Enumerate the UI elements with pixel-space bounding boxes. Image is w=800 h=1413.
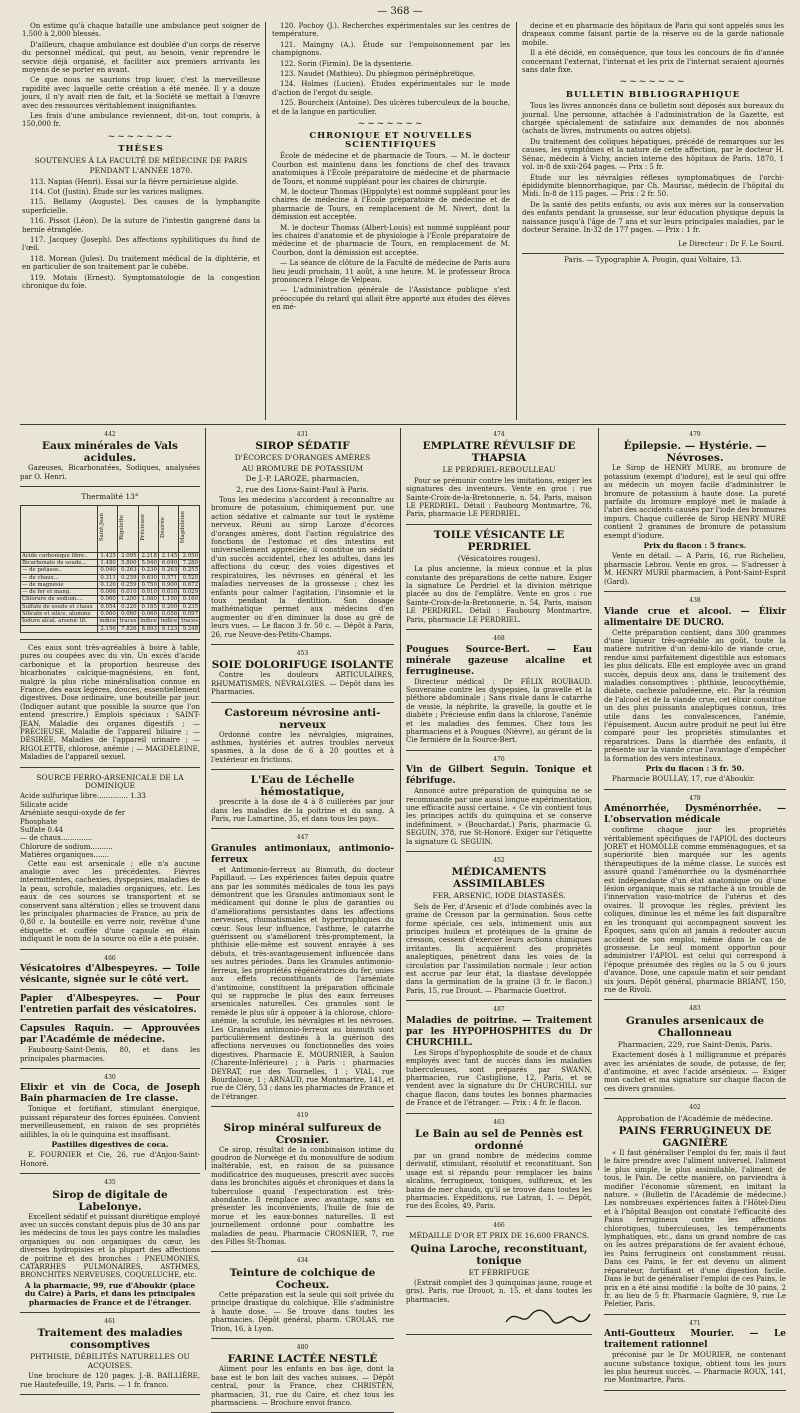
- ad-number: 435: [104, 1179, 116, 1187]
- ad-headline: Le Bain au sel de Pennès est ordonné: [415, 1127, 583, 1152]
- ad-number: 476: [493, 755, 505, 763]
- news-paragraph: École de médecine et de pharmacie de Tours. — M. le docteur Courbon est maintenu dans les fonctions de chef des travaux anatomiques à l'École préparatoire de médecine et de pharmacie de Tours, et nommé suppléant pour les chaires de chirurgie.: [272, 152, 510, 186]
- advertisement: [211, 1109, 394, 1252]
- table-cell: 0.060: [97, 611, 117, 618]
- table-row: [21, 603, 200, 610]
- advertisement: [20, 1022, 200, 1069]
- ad-number: 430: [104, 1073, 116, 1081]
- section-title: CHRONIQUE ET NOUVELLES SCIENTIFIQUES: [309, 131, 473, 150]
- table-cell: 0.185: [138, 603, 158, 610]
- ad-headline: Pougues Source-Bert. — Eau minérale gazeuse alcaline et ferrugineuse.: [406, 644, 592, 677]
- advertisement: [20, 770, 200, 950]
- ad-body: Contre les douleurs ARTICULAIRES, RHUMATISMES, NÉVRALGIES. — Dépôt dans les Pharmacies.: [211, 671, 394, 697]
- row-label: Iodure alcal. arsenic lit.: [21, 618, 98, 625]
- ad-number: 434: [296, 1257, 309, 1265]
- row-label: Bicarbonate de soude...: [21, 559, 98, 566]
- ad-body: Directeur médical : Dr FÉLIX ROUBAUD. Souveraine contre les dyspepsies, la gravelle et la pléthore abdominale ; Sans rivale dans le catarrhe de vessie, la néphrite, la gravelle, la goutte et le diabète ; Précieuse enfin dans la chlorose, l'anémie et les maladies des femmes. Chez tous les pharmaciens et à Pougues (Nièvre), au gérant de la Cie fermière de la Source-Bert.: [406, 677, 592, 745]
- section-divider: [20, 424, 786, 425]
- ad-number: 466: [104, 954, 116, 962]
- bibliography-intro: Tous les livres annoncés dans ce bulletin sont déposés aux bureaux du journal. Une personne, attachée à l'administration de la Gazette, est chargée spécialement de satisfaire aux demandes de nos abonnés (achats de livres, instruments ou autres objets).: [522, 102, 784, 136]
- ad-number: 402: [689, 1104, 701, 1112]
- table-cell: 2.156: [97, 625, 117, 632]
- advertisement: [20, 1071, 200, 1174]
- advertisement-column-4: [604, 428, 786, 1385]
- ad-subheading: AU BROMURE DE POTASSIUM: [241, 463, 364, 473]
- table-row: [21, 596, 200, 603]
- ad-headline: Teinture de colchique de Cocheux.: [229, 1266, 376, 1291]
- ad-headline: L'Eau de Léchelle hémostatique,: [250, 774, 355, 799]
- ad-number: 466: [493, 1221, 505, 1229]
- thesis-entry: 124. Holmes (Lucien). Études expérimentales sur le mode d'action de l'ergot du seigle.: [272, 80, 510, 97]
- ad-subheading: 2, rue des Lions-Saint-Paul à Paris.: [236, 484, 369, 494]
- table-row: [21, 574, 200, 581]
- column-header: [158, 505, 178, 552]
- row-label: Chlorure de sodium....: [21, 596, 98, 603]
- news-paragraph: Il a été décidé, en conséquence, que tous les concours de fin d'année concernant l'externat, l'internat et les prix de l'internat seraient ajournés sans date fixe.: [522, 49, 784, 75]
- ad-tagline: MÉDAILLE D'OR ET PRIX DE 16,600 FRANCS.: [408, 1231, 590, 1241]
- ad-body: Sels de Fer, d'Arsenic et d'Iode combinés avec la graine de Cresson par la germination. Sous cette forme spéciale, ces sels, intimement unis aux principes huileux et protéiques de la graine de cresson, cessent d'exercer leurs actions chimiques irritantes. Ils acquièrent des propriétés analeptiques, pénètrent dans les voies de la circulation par l'assimilation normale ; leur action est accrue par leur état, la diastase développée dans la germination de la graine (3 fr. le flacon.) Paris, 15, rue Drouot. — Pharmacie Guettrot.: [406, 902, 592, 995]
- advertisement: [20, 992, 200, 1020]
- ad-headline: Aménorrhée, Dysménorrhée. — L'observation médicale: [604, 804, 786, 826]
- director-signature: Le Directeur : Dr F. Le Sourd.: [678, 240, 784, 249]
- column-header: [138, 505, 158, 552]
- advertisement: [211, 428, 394, 645]
- ad-body: Faubourg-Saint-Denis, 80, et dans les principales pharmacies.: [20, 1046, 200, 1063]
- article-paragraph: On estime qu'à chaque bataille une ambulance peut soigner de 1,500 à 2,000 blessés.: [22, 22, 260, 39]
- table-cell: 8.893: [138, 625, 158, 632]
- table-cell: 0.060: [138, 611, 158, 618]
- ad-number: 471: [689, 1319, 701, 1327]
- table-cell: 0.672: [179, 581, 200, 588]
- column-rule: [516, 22, 517, 420]
- ad-subheading: SOURCE FERRO-ARSENICALE DE LA DOMINIQUE: [36, 772, 184, 790]
- table-cell: 0.750: [138, 581, 158, 588]
- table-cell: 0.010: [158, 589, 178, 596]
- ad-headline: Quina Laroche, reconstituant, tonique: [410, 1242, 588, 1267]
- table-row: [21, 559, 200, 566]
- ad-headline: Maladies de poitrine. — Traitement par les HYPOPHOSPHITES du Dr CHURCHILL.: [406, 1015, 592, 1048]
- row-label: Silicate et silice, alumine: [21, 611, 98, 618]
- table-cell: 1.100: [158, 596, 178, 603]
- thesis-entry: 116. Pissot (Léon). De la suture de l'intestin gangrené dans la hernie étranglée.: [22, 217, 260, 234]
- table-cell: 1.080: [138, 596, 158, 603]
- ad-body: (Extrait complet des 3 quinquinas jaune, rouge et gris). Paris, rue Drouot, n. 15, et dans toutes les pharmacies.: [406, 1279, 592, 1304]
- advertisement: [604, 1317, 786, 1391]
- ad-body: et Antimonio-ferreux au Bismuth, du docteur Papillaud. — Les expériences faites depuis quatre ans par les sommités médicales de tous les pays démontrent que les Granules antimoniaux sont le médicament qui donne le plus de garanties ou d'améliorations persistantes dans les affections nerveuses, rhumatismales et hypertrophiques du cœur. Sous leur influence, l'asthme, le catarrhe guérissent ou s'améliorent très-promptement, la phthisie elle-même est souvent enrayée à ses débuts, et très-avantageusement influencée dans ses autres périodes. Dans les Granules antimonio-ferreux, les propriétés régénératrices du fer, unies aux effets reconstituants de l'arséniate d'antimoine, constituent la préparation officinale qui se rapproche le plus des eaux ferreuses arsenicales naturelles. Ces granules sont le remède le plus sûr à opposer à la chlorose, chloro-anémie, la scrofule, les névralgies et les névroses. Les Granules antimonio-ferreux au bismuth sont particulièrement destinés à la guérison des affections nerveuses ou fonctionnelles des voies digestives. Pharmacie E. MOURNIER, à Saulon (Charente-Inférieure) ; à Paris : pharmacies DEYRAT, rue des Tournelles, 1 ; VIAL, rue Bourdaloue, 1 ; ARNAUD, rue Montmartre, 141, et rue de Cléry, 53 ; dans les pharmacies de France et de l'étranger.: [211, 865, 394, 1101]
- column-rule: [400, 428, 401, 1170]
- advertisement-column-1: [20, 428, 200, 1389]
- advertisement: [406, 753, 592, 852]
- ad-number: 452: [493, 857, 505, 864]
- table-cell: traces: [117, 618, 138, 625]
- ad-body: Aliment pour les enfants en bas âge, dont la base est le bon lait des vaches suisses. — Dépôt central, pour la France, chez CHRISTEN, pharmacien, 31, rue du Caire, et chez tous les pharmaciens. — Brochure envoi franco.: [211, 1365, 394, 1407]
- advertisement: [20, 489, 200, 640]
- ad-headline: Castoreum névrosine anti-nerveux: [224, 706, 381, 731]
- advertisement: [406, 854, 592, 1001]
- ad-body: Cette eau est arsenicale ; elle n'a aucune analogie avec les précédentes. Fièvres intermittentes, cachexies, dyspepsies, maladies de la peau, scrofule, maladies organiques, etc. Les eaux de ces sources se transportent et se conservent sans altération ; elles se trouvent dans les principales pharmacies de France, au prix de 0,80 c. la bouteille en verre noir, revêtue d'une étiquette et coiffée d'une capsule en étain indiquant le nom de la source où elle a été puisée.: [20, 859, 200, 944]
- table-row: [21, 581, 200, 588]
- table-cell: 0.235: [179, 603, 200, 610]
- analysis-line: Silicate acide: [20, 800, 68, 809]
- ad-subheading: D'ÉCORCES D'ORANGES AMÈRES: [234, 453, 371, 463]
- thesis-entry: 121. Maingny (A.). Étude sur l'empoisonnement par les champignons.: [272, 40, 510, 58]
- thesis-entry: 120. Pochoy (J.). Recherches expérimentales sur les centres de température.: [272, 22, 510, 39]
- row-label: — de chaux...: [21, 574, 98, 581]
- advertisement: [604, 594, 786, 790]
- ad-number: 468: [493, 635, 505, 643]
- table-cell: 9.123: [158, 625, 178, 632]
- column-header-label: Saint-Jean: [98, 513, 105, 542]
- table-cell: 0.010: [117, 589, 138, 596]
- article-paragraph: D'ailleurs, chaque ambulance est doublée d'un corps de réserve du personnel médical, qui peut, au besoin, venir reprendre le service déjà organisé, et faciliter aux premiers arrivants les moyens de se porter en avant.: [22, 40, 260, 75]
- ad-price: A la pharmacie, 99, rue d'Aboukir (place du Caire) à Paris, et dans les principales pharmacies de France et de l'étranger.: [24, 1280, 196, 1307]
- table-cell: 1.425: [97, 552, 117, 559]
- table-cell: 7.826: [117, 625, 138, 632]
- editorial-column-2: [272, 22, 510, 420]
- ad-body: Excellent sédatif et puissant diurétique employé avec un succès constant depuis plus de 30 ans par les médecins de tous les pays contre les maladies organiques ou non organiques du cœur, les diverses hydropisies et la plupart des affections de poitrine et des bronches : PNEUMONIES, CATARRHES PULMONAIRES, ASTHMES, BRONCHITES NERVEUSES, COQUELUCHE, etc.: [20, 1212, 200, 1280]
- advertisement: [20, 1176, 200, 1313]
- totals-row: [21, 625, 200, 632]
- ad-headline: EMPLATRE RÉVULSIF DE THAPSIA: [422, 440, 576, 465]
- column-header-label: Désirée: [159, 516, 166, 538]
- ad-number: 461: [104, 1318, 116, 1326]
- ad-headline: Anti-Goutteux Mourier. — Le traitement rationnel: [604, 1329, 786, 1351]
- page-number: — 368 —: [377, 6, 423, 17]
- ad-body: Le Sirop de HENRY MURE, au bromure de potassium (exempt d'iodure), est le seul qui offre au médecin un moyen facile d'administrer le bromure de potassium à haute dose. La pureté parfaite du bromure employé met le malade à l'abri des accidents causés par l'iode des bromures impurs. Chaque cuillerée de Sirop HENRY MURE contient 2 grammes de bromure de potassium exempt d'iodure.: [604, 464, 786, 540]
- ad-headline: Papier d'Albespeyres. — Pour l'entretien parfait des vésicatoires.: [20, 994, 200, 1016]
- ad-body: Gazeuses, Bicarbonatées, Sodiques, analysées par O. Henri.: [20, 464, 200, 481]
- table-cell: 6.040: [158, 559, 178, 566]
- table-cell: 0.259: [117, 574, 138, 581]
- ad-body: Une brochure de 120 pages. J.-B. BAILLIÈRE, rue Hautefeuille, 19, Paris. — 1 fr. franco.: [20, 1372, 200, 1389]
- ad-number: 442: [104, 431, 116, 438]
- ad-subheading: (Vésicatoires rouges).: [457, 553, 541, 563]
- table-cell: 0.097: [179, 611, 200, 618]
- thesis-entry: 119. Motais (Ernest). Symptomatologie de la congestion chronique du foie.: [22, 273, 260, 290]
- table-cell: 0.259: [117, 581, 138, 588]
- ad-price: Pastilles digestives de coca.: [51, 1139, 169, 1149]
- ad-body: confirme chaque jour les propriétés véritablement spécifiques de l'APIOL des docteurs JORET et HOMOLLE comme emménagogues, et sa supériorité bien marquée sur les agents thérapeutiques de la même classe. Le succès est assuré quand l'aménorrhée ou la dysménorrhée est indépendante d'un état anatomique ou d'une lésion organique, mais se rattache à un trouble de l'innervation vaso-motrice de l'utérus et des ovaires. Il provoque les règles, prévient les coliques, diminue les et même les fait disparaître en les tronquant qui accompagnent souvent les Époques, sans qu'on ait jamais à redouter aucun accident de son emploi, même dans le cas de grossesse. Le seul moment opportun pour administrer l'APIOL est celui qui correspond à l'époque présumée des règles ou la 5 ou 6 jours d'avance. Dose, une capsule matin et soir pendant six jours. Dépôt général, pharmacie BRIANT, 150, rue de Rivoli.: [604, 826, 786, 994]
- advertisement: [406, 632, 592, 751]
- table-cell: indice: [138, 618, 158, 625]
- table-row: [21, 589, 200, 596]
- table-cell: traces: [179, 618, 200, 625]
- table-cell: 0.200: [158, 603, 178, 610]
- table-cell: 0.520: [179, 574, 200, 581]
- ad-number: 478: [689, 794, 701, 802]
- ad-headline: Granules arsenicaux de Challonneau: [625, 1014, 765, 1039]
- table-cell: indice: [158, 618, 178, 625]
- ad-number: 419: [296, 1112, 309, 1120]
- ad-headline: Elixir et vin de Coca, de Joseph Bain pharmacien de 1re classe.: [20, 1083, 200, 1105]
- row-label: — de fer et mang.: [21, 589, 98, 596]
- table-header-row: [21, 505, 200, 552]
- ad-body: Tous les médecins s'accordent à reconnaître au bromure de potassium, chimiquement pur, une action sédative et calmante sur tout le système nerveux. Réuni au sirop Laroze d'écorces d'oranges amères, dont l'action régulatrice des fonctions de l'estomac et des intestins est universellement appréciée, il constitue un sédatif d'un succès accidentel, chez les adultes, dans les affections du cœur, des voies digestives et respiratoires, les névroses en général et les maladies nerveuses de la grossesse ; chez les enfants pour calmer l'agitation, l'insomnie et la toux pendant la dentition. Son dosage mathématique permet aux médecins d'en augmenter ou d'en diminuer la dose au gré de leurs vues. — Le flacon 3 fr. 50 c. — Dépôt à Paris, 26, rue Neuve-des-Petits-Champs.: [211, 496, 394, 639]
- ad-subheading: PHTHISIE, DÉBILITÉS NATURELLES OU ACQUISES.: [30, 1352, 190, 1370]
- ad-price: Prix du flacon : 3 fr. 50.: [645, 764, 745, 773]
- table-cell: 2.218: [138, 552, 158, 559]
- table-cell: 0.263: [158, 567, 178, 574]
- ad-headline: Sirop minéral sulfureux de Crosnier.: [223, 1121, 382, 1146]
- row-label: [21, 625, 98, 632]
- ad-body: Annoncé autre préparation de quinquina ne se recommande par une aussi longue expérimentation, une efficacité aussi certaine. « Ce vin contient tous les principes actifs du quinquina et se conserve indéfiniment. » (Bouchardat.) Paris, pharmacie G. SEGUIN, 378, rue St-Honoré. Exiger sur l'étiquette la signature G. SEGUIN.: [406, 787, 592, 846]
- row-label: — de potasse..: [21, 567, 98, 574]
- ad-headline: Capsules Raquin. — Approuvées par l'Académie de médecine.: [20, 1024, 200, 1046]
- news-paragraph: decine et en pharmacie des hôpitaux de Paris qui sont appelés sous les drapeaux comme faisant partie de la réserve ou de la garde nationale mobile.: [522, 22, 784, 47]
- ad-tagline: Approbation de l'Académie de médecine.: [617, 1113, 773, 1123]
- ad-address: E. FOURNIER et Cie, 26, rue d'Anjou-Saint-Honoré.: [20, 1151, 200, 1168]
- ad-headline: Épilepsie. — Hystérie. — Névroses.: [623, 440, 767, 465]
- bibliography-entry: De la santé des petits enfants, ou avis aux mères sur la conservation des enfants pendant la grossesse, sur leur éducation physique depuis la naissance jusqu'à l'âge de 7 ans et sur leurs principales maladies, par le docteur Seraine. In-32 de 177 pages. — Prix : 1 fr.: [522, 200, 784, 234]
- table-row: [21, 611, 200, 618]
- ad-number: 431: [296, 431, 309, 438]
- ad-subheading: FER, ARSENIC, IODE DIASTASÉS.: [432, 891, 566, 901]
- table-cell: 5.800: [117, 559, 138, 566]
- advertisement: [406, 527, 592, 630]
- advertisement: [211, 1254, 394, 1338]
- advertisement: [20, 1315, 200, 1395]
- advertisement: [406, 428, 592, 525]
- table-cell: 0.058: [158, 611, 178, 618]
- ad-address: Pharmacie BOULLAY, 17, rue d'Aboukir.: [612, 775, 755, 784]
- ad-headline: TOILE VÉSICANTE LE PERDRIEL: [433, 528, 565, 553]
- table-cell: 0.120: [97, 581, 117, 588]
- table-cell: 0.060: [97, 596, 117, 603]
- ad-headline: Eaux minérales de Vals acidules.: [42, 440, 178, 465]
- table-row: [21, 618, 200, 625]
- table-cell: 1.480: [97, 559, 117, 566]
- table-cell: 0.029: [179, 589, 200, 596]
- ad-subheading: Pharmacien, 229, rue Saint-Denis, Paris.: [617, 1039, 773, 1049]
- ad-body: Pour se prémunir contre les imitations, exiger les signatures des inventeurs. Vente en gros : rue Sainte-Croix-de-la-Bretonnerie, n. 54, Paris, maison LE PERDRIEL. Détail : Faubourg Montmartre, 76, Paris, pharmacie LE PERDRIEL.: [406, 476, 592, 519]
- ad-headline: Sirop de digitale de Labelonye.: [52, 1188, 168, 1213]
- section-title: THÈSES: [118, 144, 164, 155]
- editorial-column-3: [522, 22, 784, 420]
- ad-number: 487: [493, 1006, 505, 1014]
- advertisement: [406, 1116, 592, 1217]
- analysis-line: Matières organiques.......: [20, 851, 110, 860]
- table-cell: 2.050: [179, 552, 200, 559]
- thesis-entry: 122. Sorin (Firmin). De la dysenterie.: [280, 59, 414, 68]
- ad-body: La plus ancienne, la mieux connue et la plus constante des préparations de cette nature. Exiger la signature Le Perdriel et la division métrique placée au dos de l'emplâtre. Vente en gros : rue Sainte-Croix-de-la-Bretonnerie, n. 54, Paris, maison LE PERDRIEL. Détail : Faubourg Montmartre, Paris, pharmacie LE PERDRIEL.: [406, 565, 592, 624]
- table-cell: 0.160: [179, 596, 200, 603]
- section-subtitle: SOUTENUES À LA FACULTÉ DE MÉDECINE DE PARIS: [34, 155, 248, 165]
- article-paragraph: Ce que nous ne saurions trop louer, c'est la merveilleuse rapidité avec laquelle cette création a été menée. Il y a douze jours, il n'y avait rien de fait, et la Société se mettait à l'œuvre avec des ressources véritablement insignifiantes.: [22, 76, 260, 110]
- ad-number: 463: [493, 1118, 505, 1126]
- table-cell: 0.311: [97, 574, 117, 581]
- ad-headline: Granules antimoniaux, antimonio-ferreux: [211, 843, 394, 865]
- advertisement: [211, 705, 394, 771]
- table-cell: 0.010: [138, 589, 158, 596]
- table-cell: indice: [97, 618, 117, 625]
- advertisement: [604, 1101, 786, 1315]
- ad-number: 438: [689, 597, 701, 605]
- ad-body: Tonique et fortifiant, stimulant énergique, puissant réparateur des forces épuisées. Convient merveilleusement, en raison de ses propriétés aiilibles, la où le quinquina est insuffisant.: [20, 1105, 200, 1139]
- table-cell: 7.280: [179, 559, 200, 566]
- analysis-line: — de chaux..............: [20, 834, 93, 843]
- row-label: — de magnésie: [21, 581, 98, 588]
- ad-body: Cette préparation contient, dans 300 grammes d'une liqueur très-agréable au goût, toute la matière nutritive d'un demi-kilo de viande crue, rendue ainsi parfaitement digestible aux estomacs les plus délicats. Elle est employée avec un grand succès, depuis deux ans, dans le traitement des maladies consomptives : phthisie, leucocythémie, diabète, cachexie paludéenne, etc. Par la réunion de l'alcool et de la viande crue, cet élixir constitue un des plus puissants analeptiques connus, très utile dans les convalescences, l'anémie, l'épuisement. Aucun autre produit ne peut lui être comparé pour les propriétés stimulantes et réparatrices. Dans la diarrhée des enfants, il présente sur la viande crue l'avantage d'empêcher la formation des vers intestinaux.: [604, 628, 786, 763]
- ad-number: 447: [296, 834, 309, 842]
- news-paragraph: — L'administration générale de l'Assistance publique s'est préoccupée du retard qui allait être apporté aux études des élèves en mé-: [272, 286, 510, 312]
- thesis-entry: 125. Bourcheix (Antoine). Des ulcères tuberculeux de la bouche, et de la langue en particulier.: [272, 99, 510, 116]
- column-header-label: Rigolette: [118, 515, 125, 540]
- ad-body: par un grand nombre de médecins comme dérivatif, stimulant, résolutif et reconstituant. Son usage est si répandu pour remplacer les bains alcalins, ferrugineux, toniques, sulfureux, et les bains de mer chauds, qu'il se trouve dans toutes les pharmacies. Expéditions, rue Latran, 1. — Dépôt, rue des Écoles, 49, Paris.: [406, 1151, 592, 1211]
- thesis-entry: 117. Jacquey (Joseph). Des affections syphilitiques du fond de l'œil.: [22, 235, 260, 253]
- table-cell: 0.263: [117, 567, 138, 574]
- ad-body: Cette préparation est la seule qui soit privée du principe drastique du colchique. Elle s'administre à haute dose. — Se trouve dans toutes les pharmacies. Dépôt général, pharm. CROLAS, rue Trion, 16, à Lyon.: [211, 1290, 394, 1333]
- table-cell: 0.630: [138, 574, 158, 581]
- ad-price: Prix du flacon : 5 francs.: [643, 541, 747, 551]
- ornamental-rule: ~~~~~~~: [357, 119, 425, 130]
- ad-headline: Vésicatoires d'Albespeyres. — Toile vésicante, signée sur le côté vert.: [20, 964, 200, 986]
- section-title: BULLETIN BIBLIOGRAPHIQUE: [565, 89, 741, 100]
- ad-body: prescrite à la dose de 4 à 8 cuillerées par jour dans les maladies de la poitrine et du sang. A Paris, rue Lamartine, 35, et dans tous les pays.: [211, 798, 394, 823]
- analysis-line: Chlorure de sodium..........: [20, 842, 113, 851]
- news-paragraph: M. le docteur Thomas (Albert-Louis) est nommé suppléant pour les chaires d'anatomie et de physiologie à l'École préparatoire de médecine et de pharmacie de Tours, en remplacement de M. Courbon, dont la démission est acceptée.: [272, 223, 510, 257]
- thesis-entry: 115. Bellamy (Auguste). Des causes de la lymphangite superficielle.: [22, 198, 260, 215]
- table-cell: 2.095: [117, 552, 138, 559]
- table-cell: 0.255: [179, 567, 200, 574]
- ad-address: Vente en détail. — A Paris, 16, rue Richelieu, pharmacie Lebrou. Vente en gros. — S'adresser à M. HENRY MURE pharmacien, à Pont-Saint-Esprit (Gard).: [604, 552, 786, 586]
- table-cell: 0.900: [158, 581, 178, 588]
- advertisement: [406, 1003, 592, 1113]
- mineral-analysis-table: [20, 505, 200, 633]
- ornamental-rule: ~~~~~~~: [107, 131, 175, 142]
- advertisement: [20, 642, 200, 768]
- analysis-line: Acide sulfurique libre.............. 1.33: [20, 792, 146, 801]
- table-cell: 0.006: [97, 589, 117, 596]
- column-header-label: Précieuse: [139, 514, 146, 541]
- analysis-line: Arséniate sesqui-oxyde de fer: [20, 809, 126, 818]
- printer-line: Paris. — Typographie A. Pougin, quai Voltaire, 13.: [522, 253, 784, 264]
- column-header: [117, 505, 138, 552]
- advertisement-column-2: [211, 428, 394, 1407]
- analysis-line: Phosphate: [20, 817, 58, 826]
- advertisement: [211, 1341, 394, 1413]
- table-cell: 0.230: [138, 567, 158, 574]
- ad-body: Ordonné contre les névralgies, migraines, asthmes, hystéries et autres troubles nerveux spasmes, à la dose de 6 à 20 gouttes et à l'extérieur en frictions.: [211, 730, 394, 764]
- row-label: Acide carbonique libre..: [21, 552, 98, 559]
- advertisement-column-3: [406, 428, 592, 1304]
- table-cell: 2.145: [158, 552, 178, 559]
- table-corner: [21, 505, 98, 552]
- table-cell: 0.571: [158, 574, 178, 581]
- editorial-column-1: [22, 22, 260, 420]
- ad-body: « Il faut généraliser l'emploi du fer, mais il faut le faire prendre avec l'aliment universel, l'aliment le plus simple, le plus assimilable, l'aliment de tous, le Pain. De cette manière, on parviendra à modifier l'économie sûrement, en imitant la nature. » (Bulletin de l'Académie de médecine.) Les nombreuses expériences faites à l'Hôtel-Dieu et à l'hôpital Beaujon ont constaté l'efficacité des Pains ferrugineux contre les affections chlorotiques, tuberculeuses, les tempéraments lymphatiques, etc., dans un grand nombre de cas où les autres préparations de fer avaient échoué, les Pains ferrugineux ont constamment réussi. Dans ces Pains, le fer est devenu un aliment réparateur, fortifiant et d'une digestion facile. Dans le but de généraliser l'emploi de ces Pains, le prix en a été ainsi modifié : la boîte de 30 pains, 2 fr. au lieu de 5 fr. Pharmacie Gagnière, 9, rue Le Peletier, Paris.: [604, 1149, 786, 1309]
- ornamental-rule: ~~~~~~~: [619, 77, 687, 88]
- ad-headline: MÉDICAMENTS ASSIMILABLES: [451, 866, 547, 891]
- table-title: Thermalité 13°: [81, 492, 139, 502]
- table-cell: 0.220: [117, 603, 138, 610]
- ad-headline: SIROP SÉDATIF: [255, 440, 350, 453]
- ad-headline: FARINE LACTÉE NESTLÉ: [227, 1353, 378, 1366]
- ad-headline: SOIE DOLORIFUGE ISOLANTE: [211, 659, 394, 672]
- table-row: [21, 552, 200, 559]
- advertisement: [211, 647, 394, 703]
- column-header-label: Magdeleine: [180, 511, 187, 544]
- article-paragraph: Les frais d'une ambulance reviennent, dit-on, tout compris, à 150,000 fr.: [22, 112, 260, 129]
- ad-subheading: LE PERDRIEL-REBOULLEAU: [442, 465, 556, 475]
- thesis-entry: 118. Morean (Jules). Du traitement médical de la diphtérie, et en particulier de son traitement par le cubèbe.: [22, 254, 260, 272]
- ad-headline: Vin de Gilbert Seguin. Tonique et fébrifuge.: [406, 765, 592, 787]
- ad-number: 479: [689, 431, 701, 438]
- ad-number: 474: [493, 431, 505, 438]
- advertisement: [211, 831, 394, 1107]
- ad-subheading: ET FÉBRIFUGE: [468, 1267, 530, 1277]
- advertisement: [604, 792, 786, 1001]
- table-cell: 0.040: [97, 567, 117, 574]
- row-label: Sulfate de soude et chaux: [21, 603, 98, 610]
- advertisement: [20, 952, 200, 990]
- ad-headline: Viande crue et alcool. — Élixir alimentaire DE DUCRO.: [604, 606, 786, 628]
- table-cell: 1.200: [117, 596, 138, 603]
- table-cell: 0.054: [97, 603, 117, 610]
- advertisement: [406, 1219, 592, 1335]
- ad-headline: Traitement des maladies consomptives: [37, 1327, 183, 1352]
- advertisement: [211, 772, 394, 829]
- ad-headline: PAINS FERRUGINEUX DE GAGNIÈRE: [618, 1125, 772, 1149]
- table-cell: 0.060: [117, 611, 138, 618]
- thesis-entry: 123. Naudet (Mathieu). Du phlegmon périnéphrétique.: [280, 70, 476, 79]
- bibliography-entry: Étude sur les névralgies réflexes symptomatiques de l'orchi-épididymite blennorrhagique, par Ch. Mauriac, médecin de l'hôpital du Midi. In-8 de 115 pages. — Prix : 2 fr. 50.: [522, 173, 784, 199]
- advertisement: [604, 1002, 786, 1099]
- ad-body: Les Sirops d'hypophosphite de soude et de chaux employés avec tant de succès dans les maladies tuberculeuses, sont préparés par SWANN, pharmacien, rue Castiglione, 12, Paris, et se vendent avec la signature du Dr CHURCHILL sur chaque flacon, dans toutes les bonnes pharmacies de France et de l'étranger. — Prix : 4 fr. le flacon.: [406, 1048, 592, 1108]
- advertisement: [604, 428, 786, 592]
- table-cell: 9.248: [179, 625, 200, 632]
- table-row: [21, 567, 200, 574]
- table-cell: 5.940: [138, 559, 158, 566]
- ad-body: Exactement dosés à 1 milligramme et préparés avec les arséniates de soude, de potasse, de fer, d'antimoine, et avec l'acide arsénieux. — Exiger mon cachet et ma signature sur chaque flacon de ces divers granules.: [604, 1051, 786, 1093]
- column-rule: [265, 22, 266, 420]
- advertisement: [20, 428, 200, 487]
- thesis-entry: 114. Cot (Justin). Étude sur les varices malignes.: [30, 187, 204, 196]
- column-header: [97, 505, 117, 552]
- handwritten-signature: [406, 1306, 592, 1330]
- news-paragraph: — La séance de clôture de la Faculté de médecine de Paris aura lieu jeudi prochain, 11 août, à une heure. M. le professeur Broca prononcera l'éloge de Velpeau.: [272, 259, 510, 284]
- bibliography-entry: Du traitement des coliques hépatiques, précédé de remarques sur les causes, les symptômes et la nature de cette affection, par le docteur H. Sénac, médecin à Vichy, ancien interne des hôpitaux de Paris. 1870, 1 vol. in-8 de xxii-264 pages. — Prix : 5 fr.: [522, 137, 784, 172]
- column-rule: [205, 428, 206, 1170]
- thesis-entry: 113. Napias (Henri). Essai sur la fièvre pernicieuse algide.: [30, 177, 239, 186]
- ad-body: Ces eaux sont très-agréables à boire à table, pures ou coupées avec du vin. Un excès d'acide carbonique et la proportion heureuse des bicarbonates calcique-magnésiens, en font, malgré la plus riche minéralisation connue en France, des eaux légères, douces, essentiellement digestives. Dose ordinaire, une bouteille par jour. (Indiquer autant que possible la source que l'on entend prescrire.) Emplois spéciaux : SAINT-JEAN, Maladie des organes digestifs ; — PRÉCIEUSE, Maladie de l'appareil biliaire ; — DÉSIRÉE, Maladies de l'appareil urinaire ; — RIGOLETTE, chlorose, anémie ; — MAGDELEINE, Maladies de l'appareil sexuel.: [20, 643, 200, 762]
- ad-number: 480: [296, 1343, 309, 1351]
- news-paragraph: M. le docteur Thomas (Hippolyte) est nommé suppléant pour les chaires de médecine à l'École préparatoire de médecine et de pharmacie de Tours, en remplacement de M. Nivert, dont la démission est acceptée.: [272, 187, 510, 222]
- analysis-line: Sulfate 0.44: [20, 826, 64, 835]
- ad-number: 483: [689, 1005, 701, 1013]
- ad-body: Ce sirop, résultat de la combinaison intime du goudron de Norwège et du monosulfure de sodium inaltérable, est, en raison de sa puissance modificatrice des muqueuses, prescrit avec succès dans les bronchites aiguës et chroniques et dans la tuberculose quand l'expectoration est très-abondante. Il remplace avec avantage, sans en présenter les inconvénients, l'huile de foie de morue et les eaux-bonnes naturelles. Il est journellement ordonné pour combattre les maladies de peau. Pharmacie CROSNIER, 7, rue des Filles St-Thomas.: [211, 1145, 394, 1247]
- ad-body: préconisé par le Dr MOURIER, ne contenant aucune substance toxique, obtient tous les jours les plus heureux succès. — Pharmacie ROUX, 141, rue Montmartre, Paris.: [604, 1351, 786, 1385]
- column-rule: [598, 428, 599, 1170]
- column-header: [179, 505, 200, 552]
- section-period: PENDANT L'ANNÉE 1870.: [89, 166, 193, 176]
- ad-subheading: De J.-P. LAROZE, pharmacien,: [245, 474, 360, 484]
- ad-number: 453: [296, 649, 309, 657]
